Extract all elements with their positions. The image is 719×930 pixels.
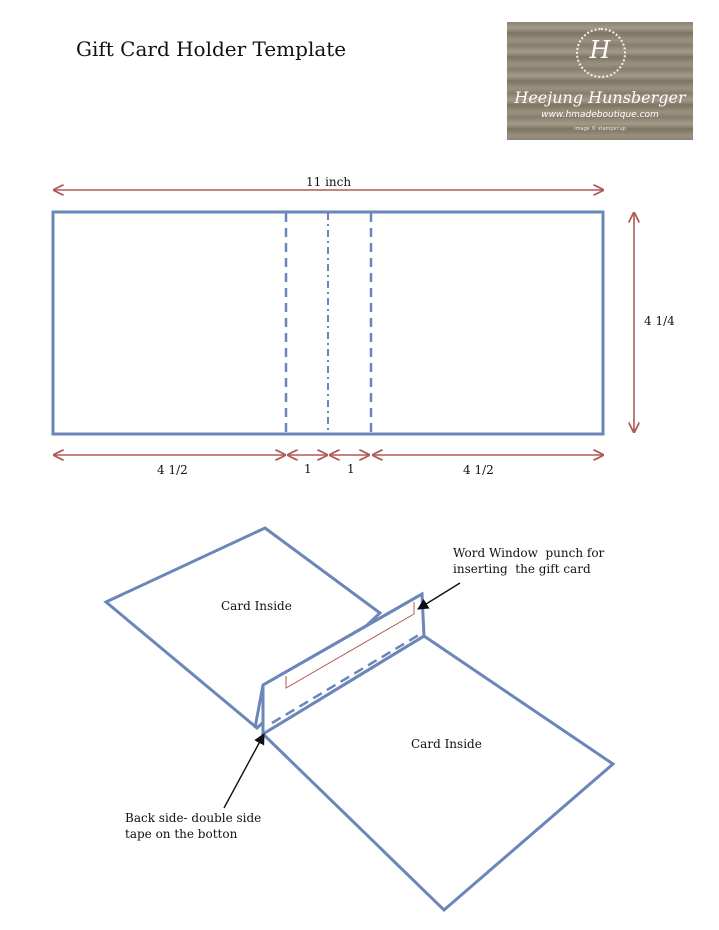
logo-url: www.hmadeboutique.com xyxy=(541,110,659,120)
panel-label-top: Card Inside xyxy=(221,599,292,613)
window-callout-arrow xyxy=(418,583,460,609)
logo-monogram: H xyxy=(589,36,611,64)
window-note-line-1: Word Window punch for xyxy=(453,546,605,560)
panel-label-bottom: Card Inside xyxy=(411,737,482,751)
page-title: Gift Card Holder Template xyxy=(76,37,347,61)
window-note-line-2: inserting the gift card xyxy=(453,562,591,576)
window-note xyxy=(453,545,604,577)
width-label: 11 inch xyxy=(306,175,352,189)
segment-label-1: 4 1/2 xyxy=(157,463,188,477)
back-note-line-2: tape on the botton xyxy=(125,827,238,841)
logo-name: Heejung Hunsberger xyxy=(514,88,686,107)
segment-label-3: 1 xyxy=(347,462,355,476)
back-callout-arrow xyxy=(224,734,264,808)
height-label: 4 1/4 xyxy=(644,314,675,328)
segment-label-4: 4 1/2 xyxy=(463,463,494,477)
back-note-line-1: Back side- double side xyxy=(125,811,262,825)
back-side-note xyxy=(125,810,261,842)
segment-label-2: 1 xyxy=(304,462,312,476)
logo-credit: image © stampin'up xyxy=(574,126,626,132)
